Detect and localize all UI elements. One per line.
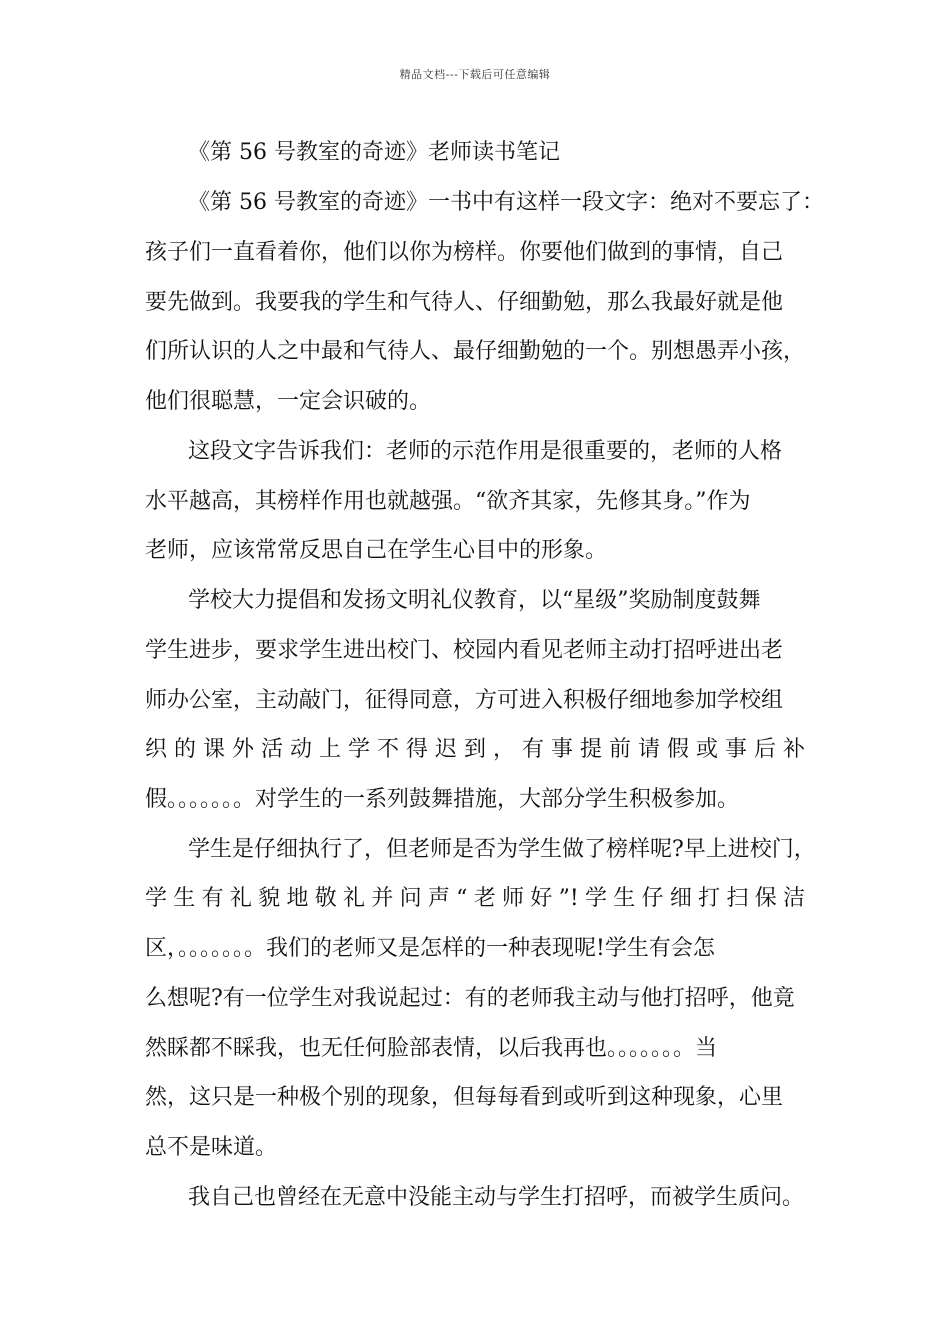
text-line: 们所认识的人之中最和气待人、最仔细勤勉的一个。别想愚弄小孩，: [145, 339, 806, 364]
document-title: 《第 56 号教室的奇迹》老师读书笔记: [188, 140, 560, 165]
text-line: 《第 56 号教室的奇迹》一书中有这样一段文字：绝对不要忘了：: [188, 190, 824, 215]
text-line: 这段文字告诉我们：老师的示范作用是很重要的，老师的人格: [188, 439, 783, 464]
text-line: 学生有礼貌地敬礼并问声“老师好”!学生仔细打扫保洁: [145, 886, 805, 911]
text-line: 我自己也曾经在无意中没能主动与学生打招呼，而被学生质问。: [188, 1185, 805, 1210]
text-line: 区，。。。。。。。我们的老师又是怎样的一种表现呢!学生有会怎: [145, 936, 715, 961]
text-line: 么想呢?有一位学生对我说起过：有的老师我主动与他打招呼，他竟: [145, 986, 795, 1011]
text-line: 他们很聪慧，一定会识破的。: [145, 389, 432, 414]
text-line: 假。。。。。。。对学生的一系列鼓舞措施，大部分学生积极参加。: [145, 787, 740, 812]
text-line: 总不是味道。: [145, 1135, 278, 1160]
text-line: 然，这只是一种极个别的现象，但每每看到或听到这种现象，心里: [145, 1085, 784, 1110]
text-line: 学校大力提倡和发扬文明礼仪教育，以“星级”奖励制度鼓舞: [188, 588, 761, 613]
text-line: 师办公室，主动敲门，征得同意，方可进入积极仔细地参加学校组: [145, 688, 784, 713]
header-note: 精品文档---下载后可任意编辑: [399, 68, 551, 81]
text-line: 织的课外活动上学不得迟到，有事提前请假或事后补: [145, 737, 805, 762]
text-line: 然睬都不睬我，也无任何脸部表情，以后我再也。。。。。。。当: [145, 1036, 718, 1061]
text-line: 要先做到。我要我的学生和气待人、仔细勤勉，那么我最好就是他: [145, 290, 784, 315]
text-line: 老师，应该常常反思自己在学生心目中的形象。: [145, 538, 608, 563]
text-line: 学生进步，要求学生进出校门、校园内看见老师主动打招呼进出老: [145, 638, 784, 663]
text-line: 水平越高，其榜样作用也就越强。“欲齐其家，先修其身。”作为: [145, 489, 751, 514]
text-line: 孩子们一直看着你，他们以你为榜样。你要他们做到的事情，自己: [145, 240, 784, 265]
text-line: 学生是仔细执行了，但老师是否为学生做了榜样呢?早上进校门，: [188, 837, 816, 862]
